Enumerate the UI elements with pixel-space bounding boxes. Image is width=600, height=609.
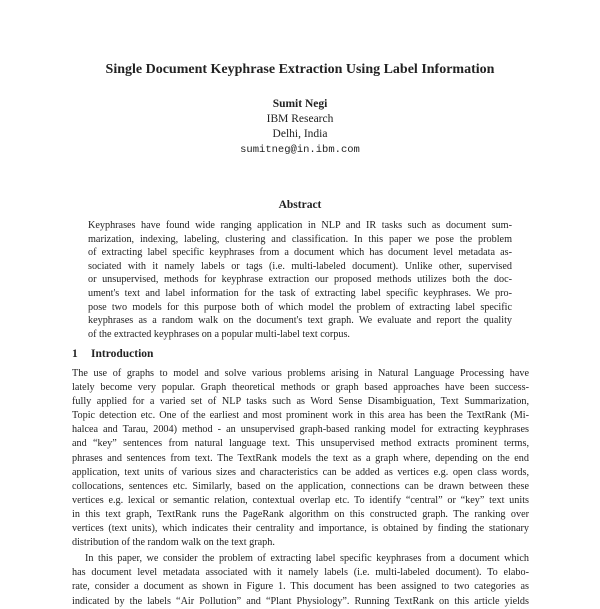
body-line: Topic detection etc. One of the earliest and most prominent work in this area has been the TextRank (Mi-: [72, 410, 529, 422]
body-line: and “key” sentences from natural language text. This unsupervised method extracts prominent terms,: [72, 438, 529, 450]
body-line: lately become very popular. Graph theoretical methods or graph based approaches have been success-: [72, 382, 529, 394]
introduction-text: [72, 367, 529, 609]
body-line: indicated by the labels “Air Pollution” and “Plant Physiology”. Running TextRank on this article yields: [72, 595, 529, 607]
abstract-line: keyphrases as a random walk on the document's text graph. We evaluate and report the quality: [88, 315, 512, 327]
body-line: fully applied for a varied set of NLP tasks such as Word Sense Disambiguation, Text Summarization,: [72, 396, 529, 408]
abstract-line: pose two models for this purpose both of which model the problem of extracting label specific: [88, 301, 512, 313]
abstract-line: ument's text and label information for the task of extracting label specific keyphrases. We pro-: [88, 287, 512, 299]
abstract-heading: Abstract: [278, 199, 322, 211]
author-location: Delhi, India: [272, 128, 328, 140]
abstract-line: or unsupervised, methods for keyphrase extraction our proposed methods utilizes both the doc-: [88, 274, 512, 286]
body-line: application, text units of various sizes and characteristics can be added as vertices e.g. open class words,: [72, 466, 529, 478]
section-heading: [72, 347, 153, 362]
section-title: Introduction: [91, 348, 154, 360]
author-affiliation: IBM Research: [266, 113, 334, 125]
body-line: phrases and sentences from text. The TextRank models the text as a graph where, depending on the end: [72, 452, 529, 464]
paper-title: Single Document Keyphrase Extraction Using Label Information: [105, 62, 495, 77]
body-line: The use of graphs to model and solve various problems arising in Natural Language Processing have: [72, 368, 529, 379]
abstract-line: Keyphrases have found wide ranging application in NLP and IR tasks such as document sum-: [88, 220, 512, 231]
body-line: has document level metadata associated with it namely labels (i.e. multi-labeled document). To elabo-: [72, 567, 529, 579]
author-name: Sumit Negi: [272, 98, 328, 110]
body-line: collocations, sentences etc. Similarly, based on the application, connections can be drawn between these: [72, 480, 529, 492]
abstract-line: of extracting label specific keyphrases from a document which has document level metadata as-: [88, 247, 512, 259]
section-number: 1: [72, 348, 78, 360]
abstract-text: [88, 219, 512, 341]
body-line: In this paper, we consider the problem of extracting label specific keyphrases from a document which: [85, 553, 529, 565]
abstract-line: marization, indexing, labeling, clustering and classification. In this paper we pose the problem: [88, 233, 512, 245]
body-line: in this text graph, TextRank runs the PageRank algorithm on this constructed graph. The ranking over: [72, 508, 529, 520]
abstract-line: sociated with it namely labels or tags (i.e. multi-labeled document). Unlike other, supervised: [88, 260, 512, 272]
body-line: vertices e.g. lexical or semantic relation, contextual overlap etc. To identify “central” or “key” text units: [72, 494, 529, 506]
body-line: rate, consider a document as shown in Figure 1. This document has been assigned to two categories as: [72, 581, 529, 593]
body-line: vertices (text units), which indicates their centrality and importance, is obtained by finding the stationary: [72, 523, 529, 535]
body-line: halcea and Tarau, 2004) method - an unsupervised graph-based ranking model for extracting keyphrases: [72, 424, 529, 436]
author-email: sumitneg@in.ibm.com: [240, 144, 360, 156]
abstract-line: of the extracted keyphrases on a popular multi-label text corpus.: [88, 328, 350, 340]
body-line: distribution of the random walk on the text graph.: [72, 537, 275, 549]
